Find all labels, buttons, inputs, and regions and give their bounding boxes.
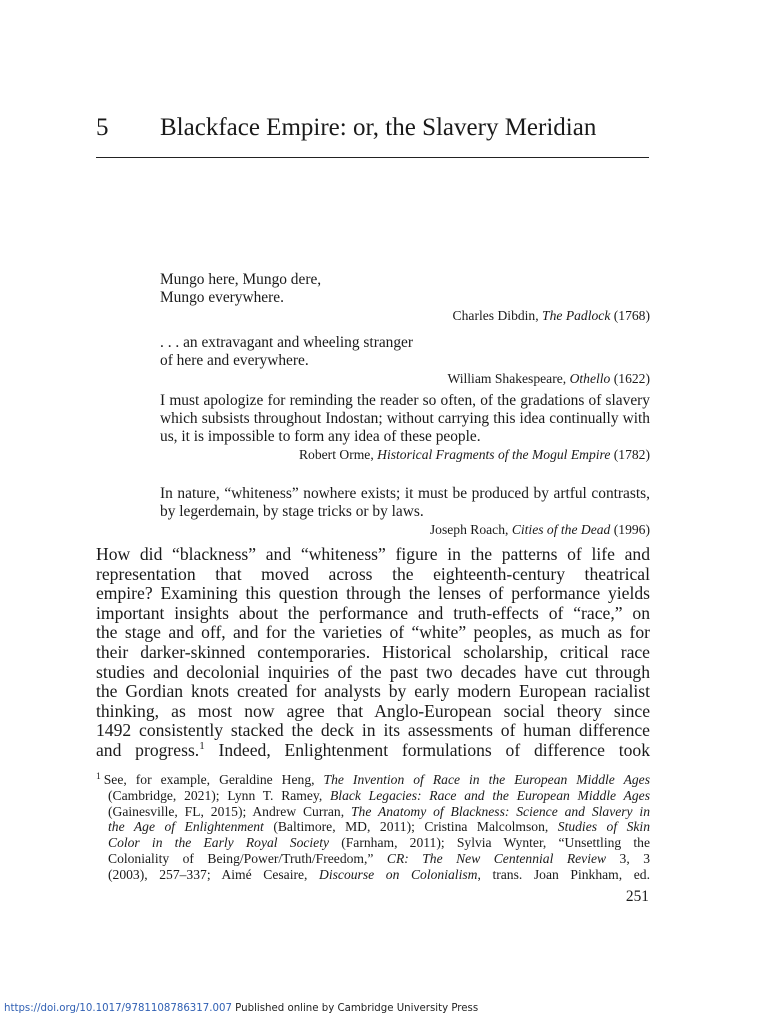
footnote-line: Color in the Early Royal Society (Farnham, 2011); Sylvia Wynter, “Unsettling the (108, 835, 650, 851)
epigraph-attribution: William Shakespeare, Othello (1622) (447, 371, 650, 386)
body-line: representation that moved across the eighteenth-century theatrical (96, 563, 650, 584)
footer-text: Published online by Cambridge University Press (231, 1003, 479, 1014)
body-line: 1492 consistently stacked the deck in its assessments of human difference (96, 720, 650, 741)
epigraph-2 (160, 334, 650, 388)
epigraph-attribution: Joseph Roach, Cities of the Dead (1996) (429, 522, 650, 537)
body-line: studies and decolonial inquiries of the past two decades have cut through (96, 661, 650, 682)
body-line: How did “blackness” and “whiteness” figure in the patterns of life and (96, 544, 650, 564)
epigraph-line: I must apologize for reminding the reader so often, of the gradations of slavery which subsists throughout Indostan; without carrying this idea continually with us, it is impossible to form any idea of these people. (160, 392, 650, 445)
epigraph-attribution: Charles Dibdin, The Padlock (1768) (452, 308, 650, 323)
epigraph-line: of here and everywhere. (160, 352, 309, 369)
footnote-line: Coloniality of Being/Power/Truth/Freedom,” CR: The New Centennial Review 3, 3 (108, 850, 651, 866)
doi-link[interactable]: https://doi.org/10.1017/9781108786317.007 (4, 1003, 232, 1014)
body-line: the Gordian knots created for analysts by early modern European racialist (96, 681, 650, 702)
epigraph-line: Mungo here, Mungo dere, (160, 271, 322, 288)
footnote (96, 772, 650, 883)
epigraph-line: Mungo everywhere. (160, 289, 284, 306)
footnote-line: $^1$ See, for example, Geraldine Heng, The Invention of Race in the European Middle Ages (96, 772, 650, 787)
epigraph-attribution: Robert Orme, Historical Fragments of the Mogul Empire (1782) (298, 447, 650, 462)
footnote-mark: 1 (96, 772, 101, 782)
footnote-line: (2003), 257–337; Aimé Cesaire, Discourse on Colonialism, trans. Joan Pinkham, ed. (108, 866, 650, 882)
body-line: empire? Examining this question through the lenses of performance yields (96, 583, 650, 604)
body-line: important insights about the performance and truth-effects of “race,” on (96, 602, 650, 623)
page-number: 251 (625, 888, 649, 905)
footnote-line: the Age of Enlightenment (Baltimore, MD, 2011); Cristina Malcolmson, Studies of Skin (108, 819, 650, 835)
epigraph-line: In nature, “whiteness” nowhere exists; it must be produced by artful contrasts, by legerdemain, by stage tricks or by laws. (160, 485, 650, 520)
epigraph-1 (160, 271, 650, 325)
footnote-reference[interactable]: 1 (199, 739, 205, 752)
body-line: thinking, as most now agree that Anglo-European social theory since (96, 700, 650, 721)
chapter-number: 5 (96, 114, 109, 141)
body-line: and progress.$^1$ Indeed, Enlightenment formulations of difference took (96, 739, 650, 760)
title-rule (96, 157, 649, 158)
chapter-title: Blackface Empire: or, the Slavery Meridian (160, 114, 597, 141)
footer (4, 1003, 478, 1014)
body-line: their darker-skinned contemporaries. Historical scholarship, critical race (96, 641, 650, 662)
epigraph-4 (160, 485, 650, 539)
epigraph-line: . . . an extravagant and wheeling stranger (160, 334, 413, 351)
footnote-line: (Cambridge, 2021); Lynn T. Ramey, Black Legacies: Race and the European Middle Ages (108, 787, 650, 803)
body-paragraph (96, 545, 650, 761)
body-line: the stage and off, and for the varieties of “white” peoples, as much as for (96, 622, 650, 643)
epigraph-3 (160, 392, 650, 464)
footnote-line: (Gainesville, FL, 2015); Andrew Curran, The Anatomy of Blackness: Science and Slavery in (108, 803, 650, 819)
